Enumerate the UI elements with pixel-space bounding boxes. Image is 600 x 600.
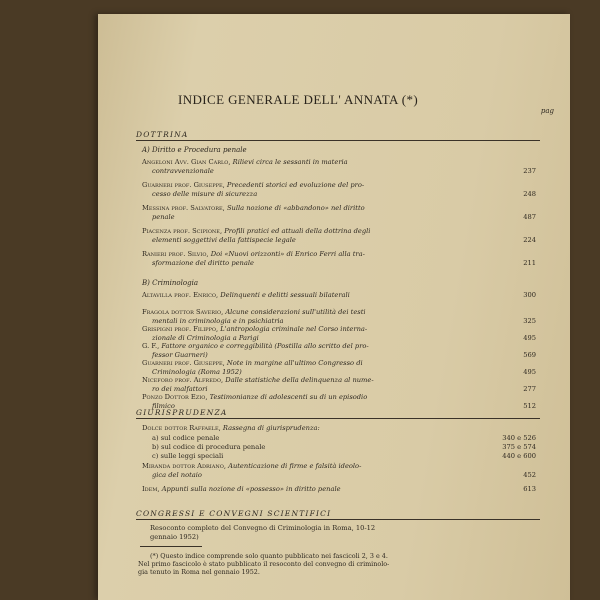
entry-page: 300 — [523, 291, 536, 299]
entry-title: Alcune considerazioni sull'utilità dei testi — [225, 308, 366, 316]
toc-entry — [142, 308, 536, 326]
entry-author: Angeloni Avv. Gian Carlo, — [142, 158, 231, 166]
toc-entry — [142, 250, 536, 268]
entry-title-cont: cesso delle misure di sicurezza — [152, 190, 258, 198]
footnote-line1: (*) Questo indice comprende solo quanto pubblicato nei fascicoli 2, 3 e 4. — [150, 552, 388, 560]
entry-title: Appunti sulla nozione di «possesso» in diritto penale — [161, 485, 341, 493]
entry-author: Dolce dottor Raffaele, — [142, 424, 221, 432]
page-title: INDICE GENERALE DELL' ANNATA (*) — [178, 92, 419, 107]
entry-title: Testimonianze di adolescenti su di un episodio — [209, 393, 368, 401]
toc-entry — [142, 359, 536, 377]
entry-title-cont: mentali in criminologia e in psichiatria — [152, 317, 284, 325]
toc-entry — [142, 291, 536, 300]
entry-author: Ponzo Dottor Ezio, — [142, 393, 208, 401]
entry-title: Doi «Nuovi orizzonti» di Enrico Ferri alla tra- — [210, 250, 365, 258]
entry-author: Guarneri prof. Giuseppe, — [142, 181, 225, 189]
toc-entry — [142, 158, 536, 176]
subsection-b — [142, 279, 198, 287]
entry-page: 512 — [523, 402, 536, 410]
footnote-line3: gia tenuto in Roma nel gennaio 1952. — [138, 568, 260, 577]
entry-title-cont: contravvenzionale — [152, 167, 214, 175]
section-dottrina: DOTTRINA — [136, 130, 189, 139]
entry-title-cont: ro dei malfattori — [152, 385, 208, 393]
entry-author: Grispigni prof. Filippo, — [142, 325, 219, 333]
juris-row-pages: 440 e 600 — [502, 452, 536, 460]
entry-author: Piacenza prof. Scipione, — [142, 227, 223, 235]
juris-row — [152, 452, 536, 460]
entry-idem — [142, 485, 536, 494]
toc-entry — [142, 342, 536, 360]
entry-title-cont: gica del notaio — [152, 471, 202, 479]
toc-entry — [142, 376, 536, 394]
footnote — [138, 552, 538, 577]
entry-miranda — [142, 462, 536, 480]
footnote-line2: Nel primo fascicolo è stato pubblicato il resoconto del convegno di criminolo- — [138, 560, 390, 569]
juris-row-label: b) sul codice di procedura penale — [152, 443, 266, 451]
entry-title: Profili pratici ed attuali della dottrina degli — [224, 227, 371, 235]
entry-author: Ranieri prof. Silvio, — [142, 250, 209, 258]
entry-dolce — [142, 424, 536, 433]
entry-page: 248 — [523, 190, 536, 198]
entry-page: 452 — [523, 471, 536, 479]
entry-title-cont: elementi soggettivi della fattispecie legale — [152, 236, 296, 244]
entry-author: Miranda dottor Adriano, — [142, 462, 226, 470]
entry-page: 613 — [523, 485, 536, 493]
entry-page: 495 — [523, 334, 536, 342]
section-congressi: CONGRESSI E CONVEGNI SCIENTIFICI — [136, 509, 332, 518]
toc-entry — [142, 181, 536, 199]
entry-author: Fragola dottor Saverio, — [142, 308, 224, 316]
entry-author: Niceforo prof. Alfredo, — [142, 376, 224, 384]
entry-author: Messina prof. Salvatore, — [142, 204, 225, 212]
toc-entry — [142, 227, 536, 245]
entry-title: Note in margine all'ultimo Congresso di — [226, 359, 363, 367]
entry-title-cont: filmico — [152, 402, 175, 410]
entry-title-cont: sformazione del diritto penale — [152, 259, 254, 267]
entry-title: Fattore organico e correggibilità (Postilla allo scritto del pro- — [161, 342, 369, 350]
entry-page: 211 — [523, 259, 536, 267]
entry-title: Dalle statistiche della delinquenza al nume- — [225, 376, 374, 384]
juris-row — [152, 443, 536, 451]
juris-row-label: c) sulle leggi speciali — [152, 452, 224, 460]
pag-label: pag — [540, 107, 554, 115]
entry-author: Idem, — [142, 485, 160, 493]
subsection-b-label: B) Criminologia — [142, 279, 198, 287]
entry-congressi — [150, 524, 536, 542]
section-rule — [136, 140, 540, 141]
entry-title-cont: penale — [152, 213, 175, 221]
section-rule — [136, 519, 540, 520]
congressi-line2: gennaio 1952) — [150, 533, 199, 541]
entry-title: L'antropologia criminale nel Corso interna- — [220, 325, 368, 333]
entry-title: Precedenti storici ed evoluzione del pro- — [226, 181, 365, 189]
footnote-rule — [140, 546, 202, 547]
juris-row-pages: 375 e 574 — [502, 443, 536, 451]
toc-entry — [142, 204, 536, 222]
entry-title-cont: Criminologia (Roma 1952) — [152, 368, 242, 376]
entry-title: Delinquenti e delitti sessuali bilaterali — [220, 291, 350, 299]
entry-author: Altavilla prof. Enrico, — [142, 291, 219, 299]
document-page — [98, 14, 570, 600]
entry-page: 325 — [523, 317, 536, 325]
section-rule — [136, 418, 540, 419]
section-giurisprudenza: GIURISPRUDENZA — [136, 408, 228, 417]
toc-entry — [142, 325, 536, 343]
entry-title: Rassegna di giurisprudenza: — [222, 424, 320, 432]
juris-row-pages: 340 e 526 — [502, 434, 536, 442]
entry-title: Autenticazione di firme e falsità ideolo- — [228, 462, 362, 470]
entry-author: G. F., — [142, 342, 160, 350]
subsection-a-label: A) Diritto e Procedura penale — [142, 146, 247, 154]
entry-page: 277 — [523, 385, 536, 393]
entry-title-cont: zionale di Criminologia a Parigi — [152, 334, 259, 342]
entry-page: 569 — [523, 351, 536, 359]
juris-row — [152, 434, 536, 442]
entry-page: 495 — [523, 368, 536, 376]
entry-title-cont: fessor Guarneri) — [152, 351, 208, 359]
entry-page: 487 — [523, 213, 536, 221]
entry-page: 237 — [523, 167, 536, 175]
subsection-a — [142, 146, 247, 154]
juris-row-label: a) sul codice penale — [152, 434, 220, 442]
congressi-line1: Resoconto completo del Convegno di Criminologia in Roma, 10-12 — [150, 524, 376, 532]
entry-page: 224 — [523, 236, 536, 244]
entry-title: Sulla nozione di «abbandono» nel diritto — [226, 204, 365, 212]
entry-title: Rilievi circa le sessanti in materia — [232, 158, 348, 166]
entry-author: Guarneri prof. Giuseppe, — [142, 359, 225, 367]
